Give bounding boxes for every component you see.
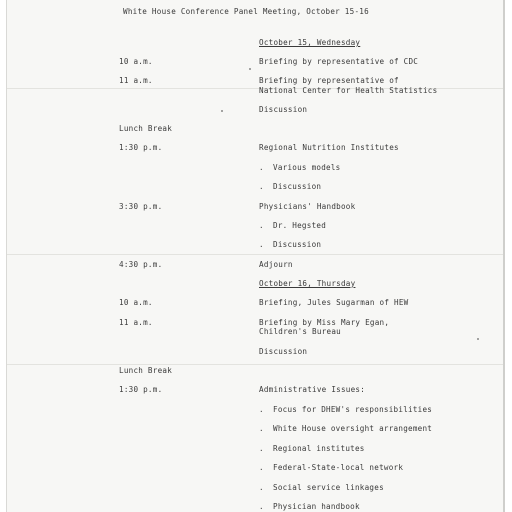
bullet-item: [259, 182, 321, 192]
bullet-text: Social service linkages: [273, 483, 384, 492]
bullet-text: Regional institutes: [273, 444, 365, 453]
time-label: 11 a.m.: [119, 318, 153, 327]
time-label: 11 a.m.: [119, 76, 153, 85]
agenda-item: Physicians' Handbook: [259, 202, 356, 211]
bullet-item: [259, 405, 432, 415]
time-label: 1:30 p.m.: [119, 385, 163, 394]
agenda-item: Discussion: [259, 105, 308, 114]
agenda-item: Regional Nutrition Institutes: [259, 143, 399, 152]
lunch-break: Lunch Break: [119, 366, 173, 375]
speck: [477, 338, 479, 340]
bullet-item: [259, 502, 360, 512]
bullet-mark: .: [259, 444, 264, 453]
bullet-mark: .: [259, 221, 264, 230]
bullet-text: Various models: [273, 163, 341, 172]
bullet-item: [259, 221, 326, 231]
time-label: 3:30 p.m.: [119, 202, 163, 211]
bullet-mark: .: [259, 483, 264, 492]
bullet-item: [259, 240, 321, 250]
day-heading-oct-16: October 16, Thursday: [259, 279, 356, 288]
bullet-mark: .: [259, 240, 264, 249]
agenda-item-continued: National Center for Health Statistics: [259, 86, 438, 95]
bullet-text: Focus for DHEW's responsibilities: [273, 405, 433, 414]
speck: [249, 68, 251, 70]
bullet-mark: .: [259, 182, 264, 191]
bullet-text: Discussion: [273, 182, 322, 191]
time-label: 1:30 p.m.: [119, 143, 163, 152]
bullet-item: [259, 163, 341, 173]
bullet-mark: .: [259, 163, 264, 172]
bullet-item: [259, 483, 384, 493]
day-heading-oct-15: October 15, Wednesday: [259, 38, 361, 47]
agenda-item: Briefing by representative of: [259, 76, 399, 85]
agenda-item: Adjourn: [259, 260, 293, 269]
bullet-mark: .: [259, 502, 264, 511]
time-label: 10 a.m.: [119, 57, 153, 66]
lunch-break: Lunch Break: [119, 124, 173, 133]
agenda-item-continued: Children's Bureau: [259, 327, 341, 336]
document-page: [6, 0, 505, 512]
bullet-mark: .: [259, 405, 264, 414]
time-label: 10 a.m.: [119, 298, 153, 307]
agenda-item: Administrative Issues:: [259, 385, 366, 394]
document-title: White House Conference Panel Meeting, October 15-16: [123, 7, 369, 16]
bullet-text: Federal-State-local network: [273, 463, 404, 472]
bullet-item: [259, 424, 432, 434]
bullet-mark: .: [259, 463, 264, 472]
agenda-item: Discussion: [259, 347, 308, 356]
bullet-item: [259, 444, 365, 454]
agenda-item: Briefing, Jules Sugarman of HEW: [259, 298, 409, 307]
bullet-item: [259, 463, 403, 473]
speck: [221, 110, 223, 112]
bullet-mark: .: [259, 424, 264, 433]
agenda-item: Briefing by representative of CDC: [259, 57, 419, 66]
bullet-text: Dr. Hegsted: [273, 221, 327, 230]
bullet-text: White House oversight arrangement: [273, 424, 433, 433]
page-fold: [7, 364, 503, 365]
agenda-item: Briefing by Miss Mary Egan,: [259, 318, 390, 327]
time-label: 4:30 p.m.: [119, 260, 163, 269]
bullet-text: Discussion: [273, 240, 322, 249]
page-fold: [7, 254, 503, 255]
bullet-text: Physician handbook: [273, 502, 360, 511]
